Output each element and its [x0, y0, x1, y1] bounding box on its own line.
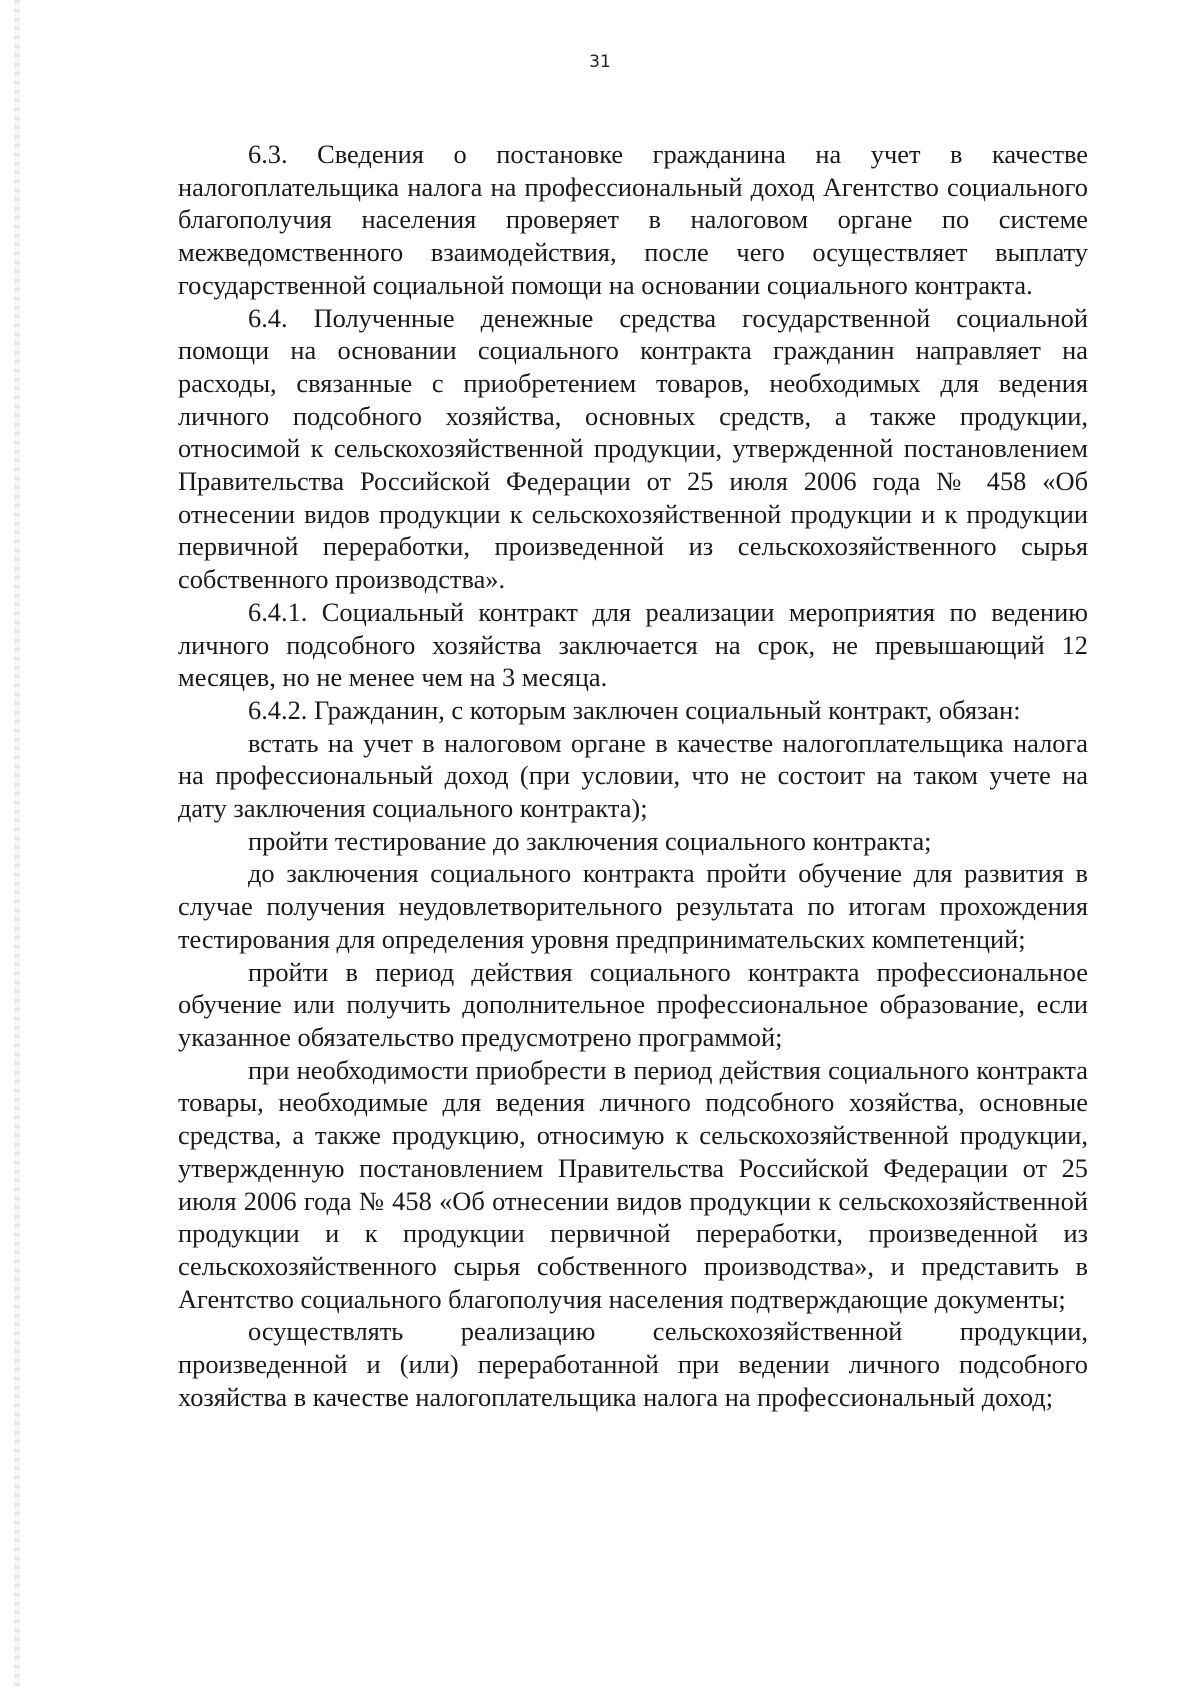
paragraph-6-4-2: 6.4.2. Гражданин, с которым заключен социальный контракт, обязан:: [248, 694, 1021, 725]
obligation-training: до заключения социального контракта пройти обучение для развития в случае получения неудовлетворительного результата по итогам прохождения тестирования для определения уровня предпринимательских компетенций;: [178, 858, 1088, 954]
paragraph-6-4: 6.4. Полученные денежные средства государственной социальной помощи на основании социального контракта гражданин направляет на расходы, связанные с приобретением товаров, необходимых для ведения личного подсобного хозяйства, основных средств, а также продукции, относимой к сельскохозяйственной продукции, утвержденной постановлением Правительства Российской Федерации от 25 июля 2006 года № 458 «Об отнесении видов продукции к сельскохозяйственной продукции и к продукции первичной переработки, произведенной из сельскохозяйственного сырья собственного производства».: [178, 302, 1088, 595]
scan-edge-artifact: [14, 0, 20, 1686]
document-body: [178, 138, 1088, 1413]
paragraph-6-4-1: 6.4.1. Социальный контракт для реализации мероприятия по ведению личного подсобного хозяйства заключается на срок, не превышающий 12 месяцев, но не менее чем на 3 месяца.: [178, 596, 1088, 693]
obligation-purchase-goods: при необходимости приобрести в период действия социального контракта товары, необходимые для ведения личного подсобного хозяйства, основные средства, а также продукцию, относимую к сельскохозяйственной продукции, утвержденную постановлением Правительства Российской Федерации от 25 июля 2006 года № 458 «Об отнесении видов продукции к сельскохозяйственной продукции и к продукции первичной переработки, произведенной из сельскохозяйственного сырья собственного производства», и представить в Агентство социального благополучия населения подтверждающие документы;: [178, 1054, 1088, 1314]
obligation-testing: пройти тестирование до заключения социального контракта;: [248, 825, 932, 856]
obligation-professional-education: пройти в период действия социального контракта профессиональное обучение или получить дополнительное профессиональное образование, если указанное обязательство предусмотрено программой;: [178, 956, 1088, 1052]
obligation-sell-produce: осуществлять реализацию сельскохозяйственной продукции, произведенной и (или) переработанной при ведении личного подсобного хозяйства в качестве налогоплательщика налога на профессиональный доход;: [178, 1316, 1088, 1412]
obligation-tax-registration: встать на учет в налоговом органе в качестве налогоплательщика налога на профессиональный доход (при условии, что не состоит на таком учете на дату заключения социального контракта);: [178, 727, 1088, 824]
page-number: 31: [589, 52, 611, 72]
paragraph-6-3: 6.3. Сведения о постановке гражданина на учет в качестве налогоплательщика налога на профессиональный доход Агентство социального благополучия населения проверяет в налоговом органе по системе межведомственного взаимодействия, после чего осуществляет выплату государственной социальной помощи на основании социального контракта.: [178, 139, 1088, 300]
